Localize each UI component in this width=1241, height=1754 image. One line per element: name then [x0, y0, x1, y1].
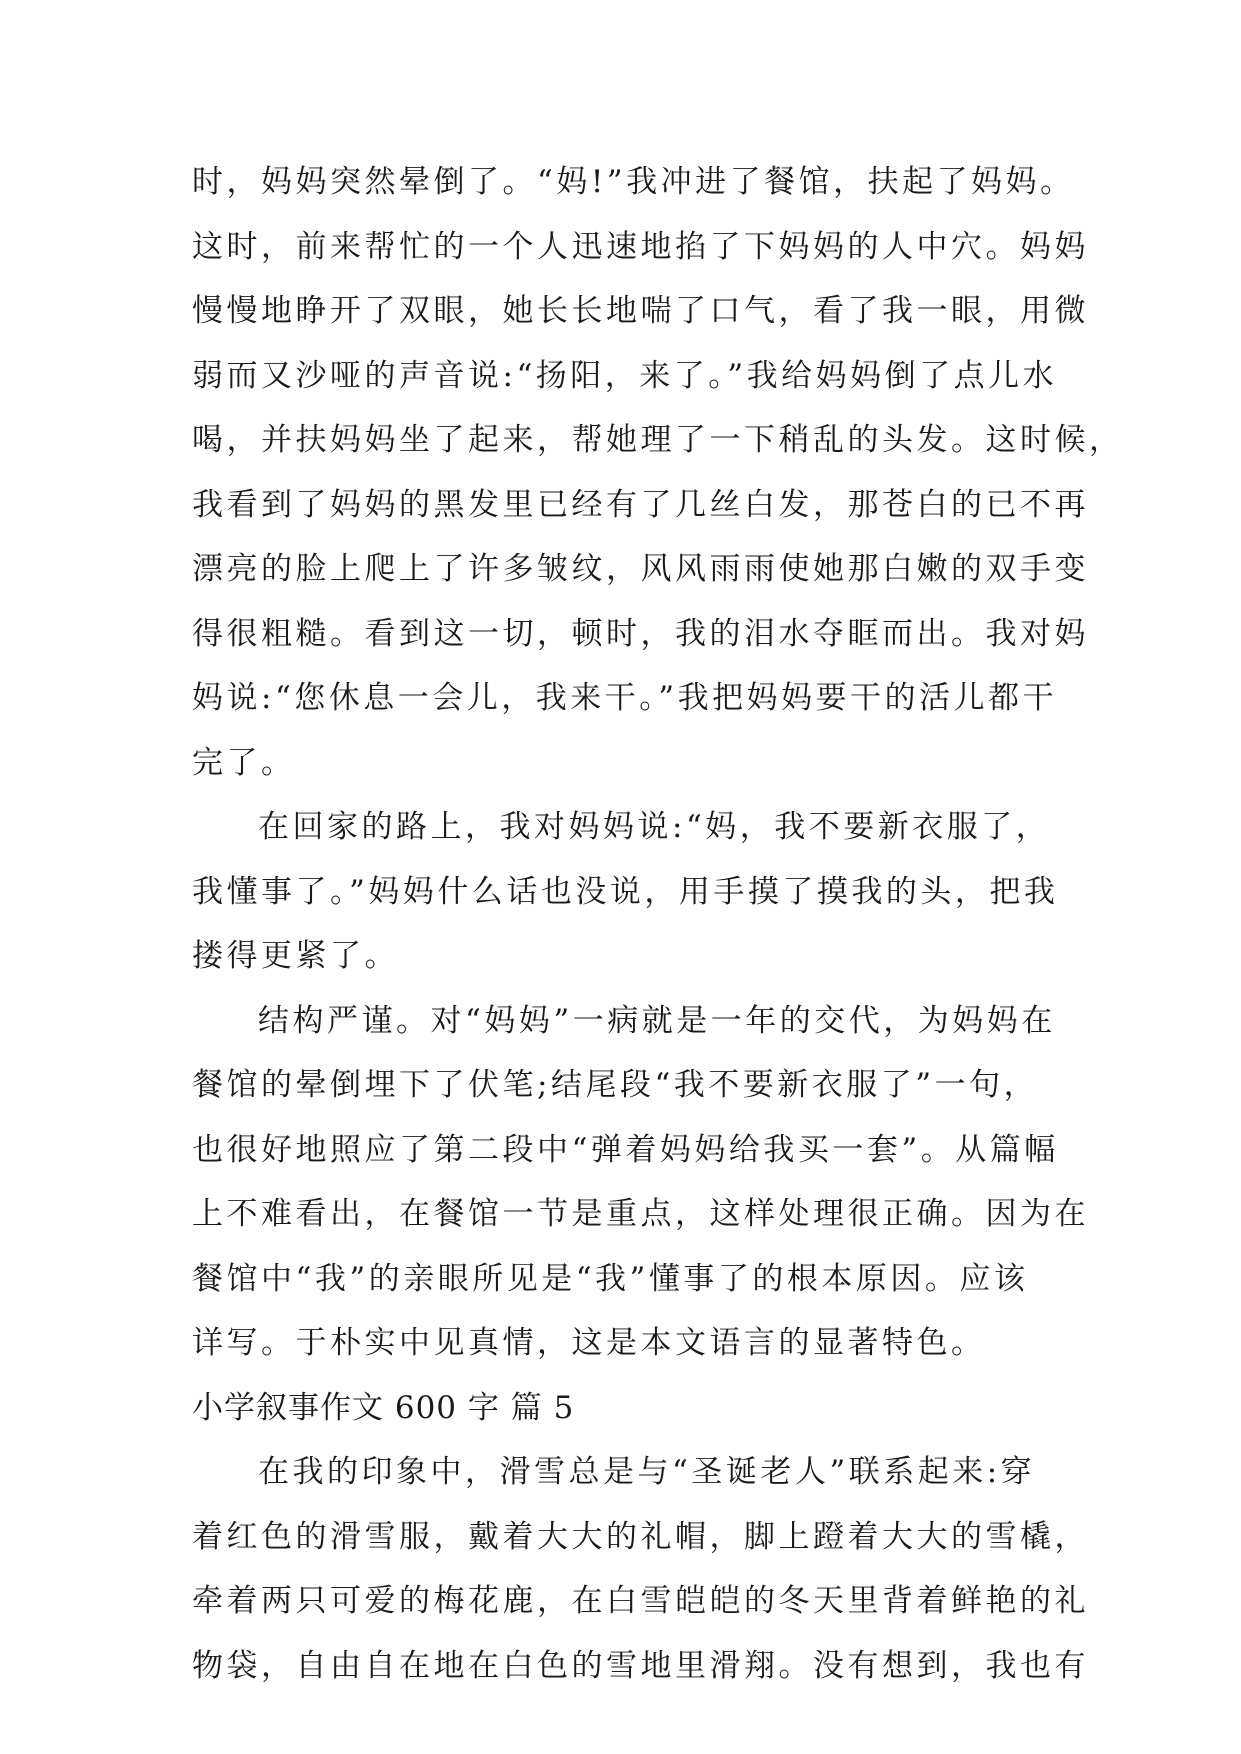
- text-line: 在回家的路上，我对妈妈说:“妈，我不要新衣服了，: [258, 809, 1051, 845]
- text-line: 也很好地照应了第二段中“弹着妈妈给我买一套”。从篇幅: [192, 1131, 1059, 1168]
- document-page: [192, 150, 1124, 1698]
- text-line: 完了。: [192, 744, 296, 781]
- text-line: 上不难看出，在餐馆一节是重点，这样处理很正确。因为在: [192, 1196, 1089, 1232]
- text-line: 餐馆的晕倒埋下了伏笔;结尾段“我不要新衣服了”一句，: [192, 1067, 1039, 1103]
- paragraph-3: [192, 989, 1089, 1376]
- section-paragraph: [192, 1440, 1089, 1698]
- text-line: 我懂事了。”妈妈什么话也没说，用手摸了摸我的头，把我: [192, 873, 1059, 910]
- paragraph-2: [192, 795, 1072, 989]
- text-line: 在我的印象中，滑雪总是与“圣诞老人”联系起来:穿: [258, 1454, 1036, 1490]
- text-line: 慢慢地睁开了双眼，她长长地喘了口气，看了我一眼，用微: [192, 293, 1089, 329]
- text-line: 弱而又沙哑的声音说:“扬阳，来了。”我给妈妈倒了点儿水: [192, 357, 1058, 394]
- text-line: 这时，前来帮忙的一个人迅速地掐了下妈妈的人中穴。妈妈: [192, 228, 1089, 265]
- text-line: 着红色的滑雪服，戴着大大的礼帽，脚上蹬着大大的雪橇，: [192, 1518, 1089, 1555]
- text-line: 餐馆中“我”的亲眼所见是“我”懂事了的根本原因。应该: [192, 1260, 1029, 1297]
- text-line: 牵着两只可爱的梅花鹿，在白雪皑皑的冬天里背着鲜艳的礼: [192, 1583, 1089, 1619]
- text-line: 物袋，自由自在地在白色的雪地里滑翔。没有想到，我也有: [192, 1647, 1089, 1684]
- text-line: 我看到了妈妈的黑发里已经有了几丝白发，那苍白的已不再: [192, 486, 1089, 523]
- text-line: 搂得更紧了。: [192, 938, 399, 974]
- section-heading: 小学叙事作文 600 字 篇 5: [192, 1389, 575, 1426]
- text-line: 喝，并扶妈妈坐了起来，帮她理了一下稍乱的头发。这时候，: [192, 422, 1124, 458]
- paragraph-1: [192, 150, 1124, 795]
- text-line: 漂亮的脸上爬上了许多皱纹，风风雨雨使她那白嫩的双手变: [192, 551, 1089, 587]
- text-line: 妈说:“您休息一会儿，我来干。”我把妈妈要干的活儿都干: [192, 680, 1058, 716]
- text-line: 详写。于朴实中见真情，这是本文语言的显著特色。: [192, 1325, 986, 1361]
- text-line: 结构严谨。对“妈妈”一病就是一年的交代，为妈妈在: [258, 1002, 1056, 1039]
- text-line: 时，妈妈突然晕倒了。“妈!”我冲进了餐馆，扶起了妈妈。: [192, 164, 1075, 200]
- text-line: 得很粗糙。看到这一切，顿时，我的泪水夺眶而出。我对妈: [192, 615, 1089, 652]
